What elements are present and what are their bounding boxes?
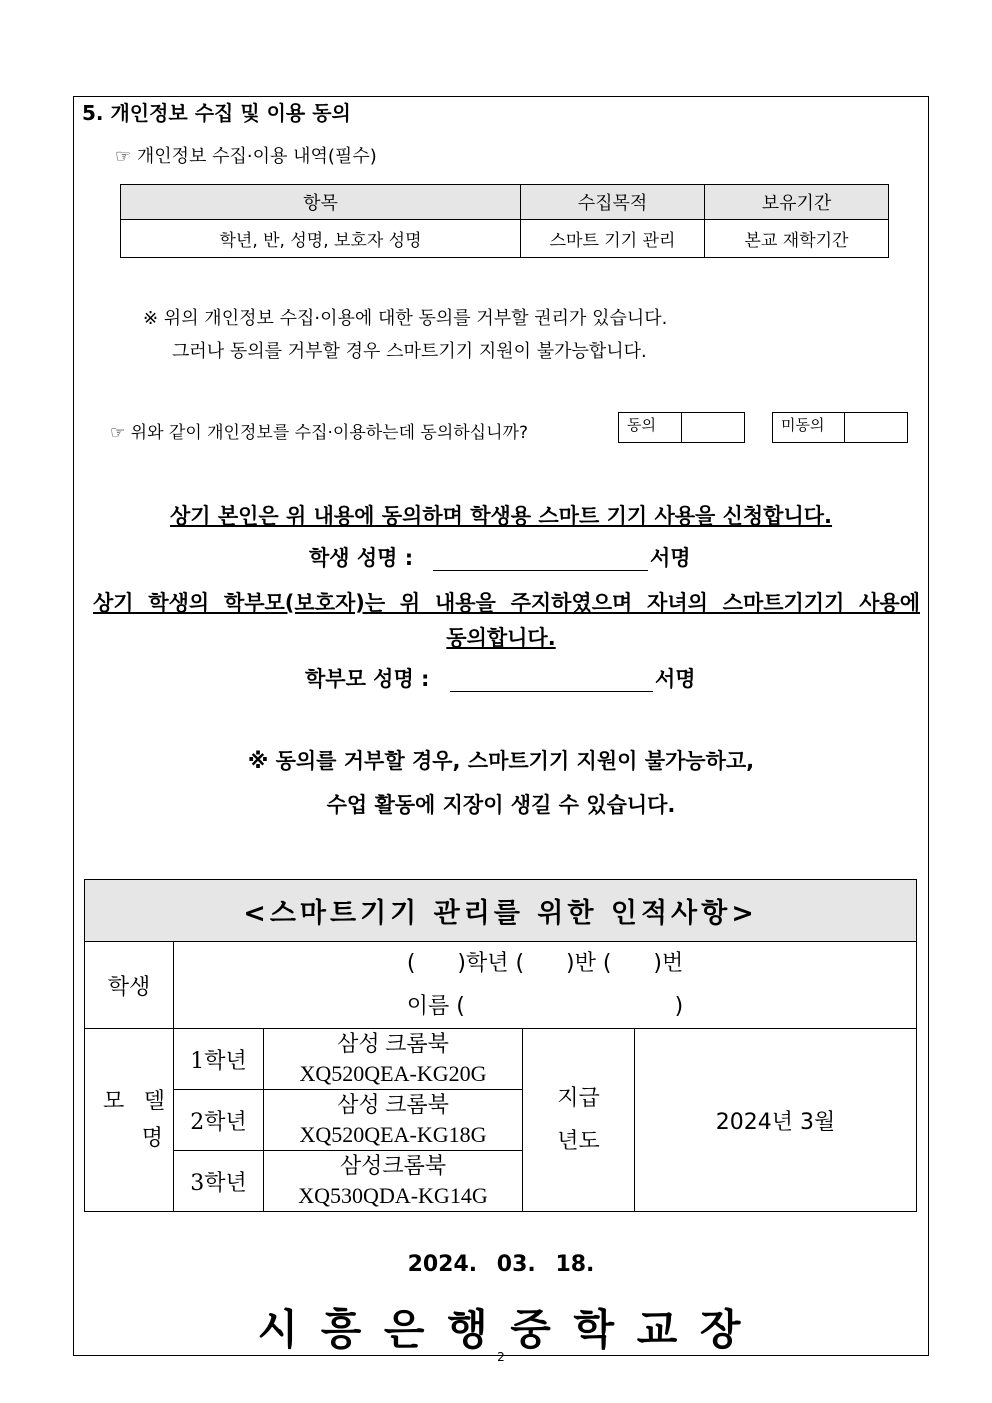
student-label: 학생 (85, 942, 174, 1029)
warning-line-2: 수업 활동에 지장이 생길 수 있습니다. (326, 793, 676, 817)
disagree-box (772, 412, 908, 443)
parent-declaration-line-2: 동의합니다. (446, 626, 556, 650)
agree-mark-area (682, 413, 744, 442)
model-2-code: XQ520QEA-KG18G (299, 1122, 487, 1147)
class-number-line: ( )학년 ( )반 ( )번 (406, 951, 684, 976)
student-name-line: 이름 ( ) (406, 994, 684, 1019)
parent-signature-line (450, 691, 653, 692)
document-date: 2024. 03. 18. (407, 1252, 595, 1277)
section-title: 5. 개인정보 수집 및 이용 동의 (82, 101, 351, 125)
collection-table-row (121, 220, 889, 258)
model-label-cell (85, 1029, 174, 1212)
header-retention: 보유기간 (705, 185, 889, 220)
collection-table (120, 184, 889, 258)
student-signature-label: 학생 성명 : (309, 546, 414, 570)
model-label-line-2: 명 (141, 1126, 163, 1151)
page-number: 2 (497, 1350, 505, 1364)
model-label-line-1: 모 델 (103, 1089, 165, 1114)
disagree-mark-area (845, 413, 907, 442)
student-declaration: 상기 본인은 위 내용에 동의하며 학생용 스마트 기기 사용을 신청합니다. (169, 504, 833, 528)
parent-signature-label: 학부모 성명 : (305, 667, 430, 691)
model-3-cell (264, 1151, 523, 1212)
model-1-code: XQ520QEA-KG20G (299, 1061, 487, 1086)
grade-1: 1학년 (174, 1029, 264, 1090)
year-label-line-1: 지급 (557, 1086, 600, 1111)
year-label-cell (523, 1029, 635, 1212)
collection-table-header-row (121, 185, 889, 220)
notice-line-1: ※ 위의 개인정보 수집·이용에 대한 동의를 거부할 권리가 있습니다. (143, 308, 668, 329)
model-3-name: 삼성크롬북 (339, 1153, 447, 1178)
year-value: 2024년 3월 (635, 1029, 917, 1212)
cell-retention: 본교 재학기간 (705, 220, 889, 258)
device-info-title: <스마트기기 관리를 위한 인적사항> (85, 880, 917, 942)
model-3-code: XQ530QDA-KG14G (298, 1183, 488, 1208)
notice-line-2: 그러나 동의를 거부할 경우 스마트기기 지원이 불가능합니다. (172, 341, 647, 362)
year-label-line-2: 년도 (557, 1129, 600, 1154)
student-signature-suffix: 서명 (650, 546, 691, 570)
parent-signature-suffix: 서명 (655, 667, 696, 691)
agree-box (618, 412, 745, 443)
model-2-cell (264, 1090, 523, 1151)
model-1-name: 삼성 크롬북 (337, 1031, 449, 1056)
device-info-table (84, 879, 917, 1212)
section-subtitle: ☞ 개인정보 수집·이용 내역(필수) (115, 146, 377, 167)
grade-3: 3학년 (174, 1151, 264, 1212)
student-detail-cell (174, 942, 917, 1029)
header-purpose: 수집목적 (521, 185, 705, 220)
disagree-label: 미동의 (773, 413, 845, 442)
warning-line-1: ※ 동의를 거부할 경우, 스마트기기 지원이 불가능하고, (247, 749, 755, 773)
signer-title: 시 흥 은 행 중 학 교 장 (257, 1305, 745, 1354)
header-item: 항목 (121, 185, 521, 220)
cell-purpose: 스마트 기기 관리 (521, 220, 705, 258)
consent-question: ☞ 위와 같이 개인정보를 수집·이용하는데 동의하십니까? (110, 423, 528, 443)
model-1-cell (264, 1029, 523, 1090)
grade-2: 2학년 (174, 1090, 264, 1151)
student-signature-line (433, 570, 648, 571)
agree-label: 동의 (619, 413, 682, 442)
model-2-name: 삼성 크롬북 (337, 1092, 449, 1117)
cell-items: 학년, 반, 성명, 보호자 성명 (121, 220, 521, 258)
parent-declaration-line-1: 상기 학생의 학부모(보호자)는 위 내용을 주지하였으며 자녀의 스마트기기기 사용에 (93, 591, 920, 615)
